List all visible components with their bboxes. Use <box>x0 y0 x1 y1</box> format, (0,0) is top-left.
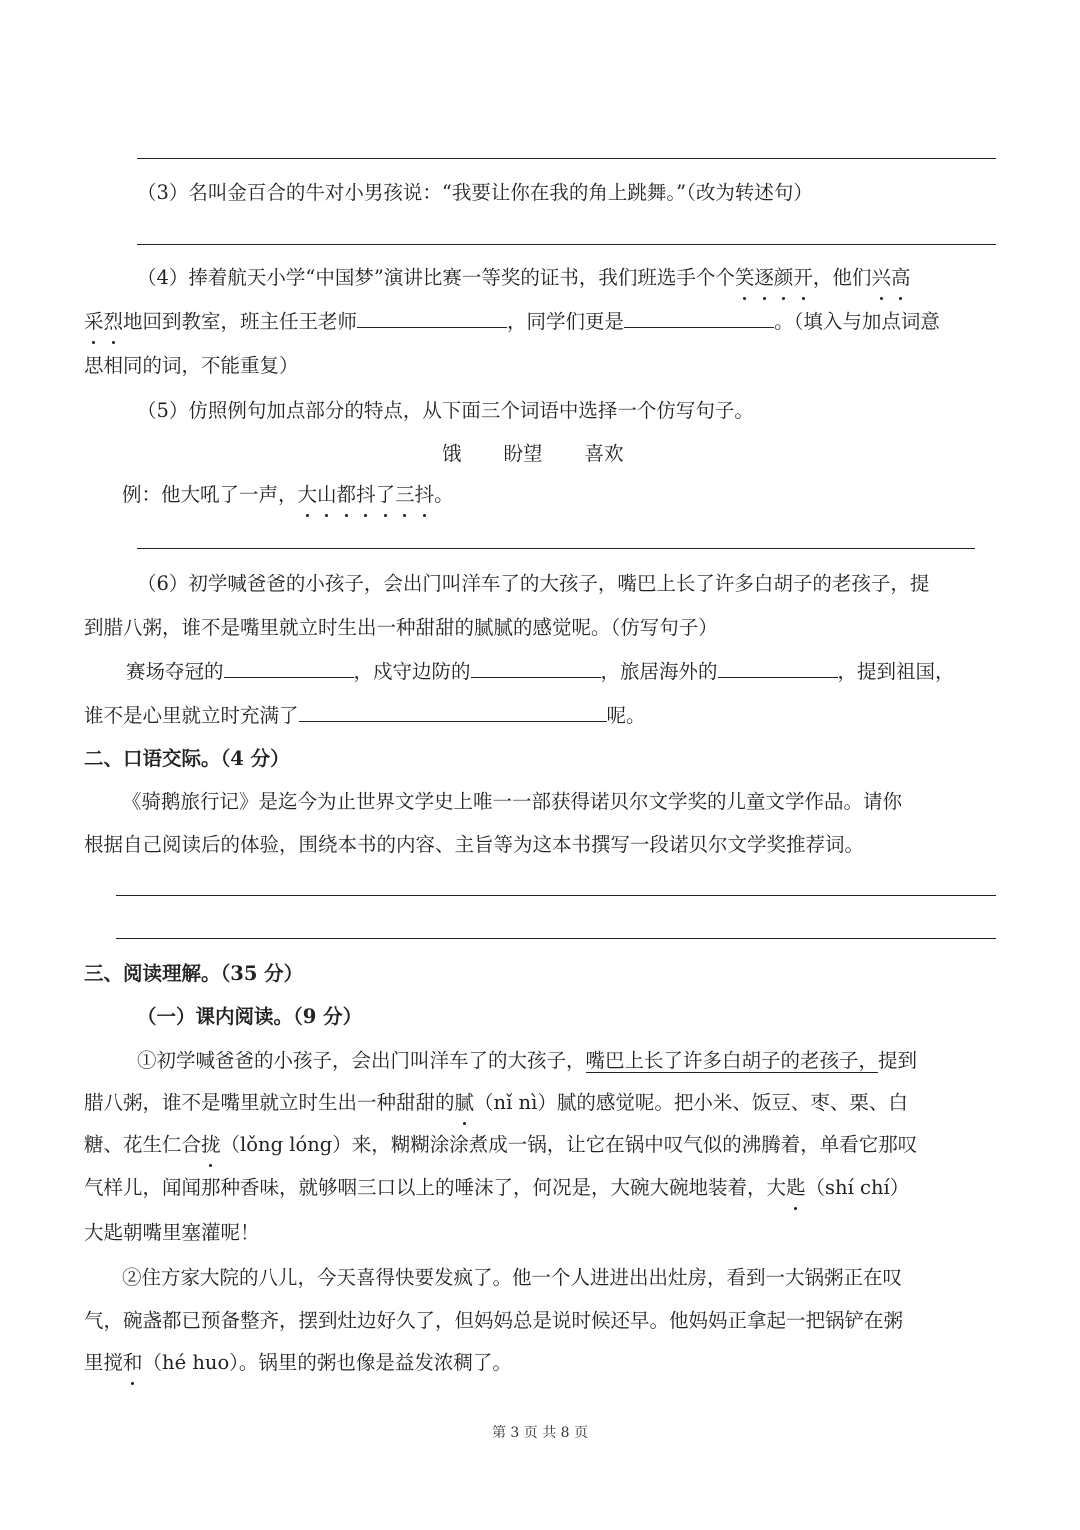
question-6-line-4: 谁不是心里就立时充满了 呢。 <box>84 704 646 727</box>
dotted-character: 颜 <box>774 263 794 293</box>
question-6-line-3: 赛场夺冠的 ，戍守边防的 ，旅居海外的 ，提到祖国， <box>126 660 955 683</box>
answer-line <box>116 938 996 939</box>
question-6-line-1: （6）初学喊爸爸的小孩子，会出门叫洋车了的大孩子，嘴巴上长了许多白胡子的老孩子，提 <box>137 572 930 595</box>
page-number: 第 3 页 共 8 页 <box>491 1425 589 1441</box>
dotted-character: 烈 <box>104 307 124 337</box>
question-5: （5）仿照例句加点部分的特点，从下面三个词语中选择一个仿写句子。 <box>137 399 754 422</box>
question-4-line-3: 思相同的词，不能重复） <box>84 354 299 377</box>
dotted-character: 三 <box>395 480 415 510</box>
dotted-character: 抖 <box>415 480 435 510</box>
dotted-character: 采 <box>84 307 104 337</box>
answer-line <box>137 244 996 245</box>
passage-2-line-2: 气，碗盏都已预备整齐，摆到灶边好久了，但妈妈总是说时候还早。他妈妈正拿起一把锅铲在粥 <box>84 1309 904 1332</box>
passage-1-line-4: 气样儿，闻闻那种香味，就够咽三口以上的唾沫了，何况是，大碗大碗地装着，大匙（shí chí） <box>84 1173 996 1203</box>
section-3-subheading: （一）课内阅读。（9 分） <box>137 1005 363 1028</box>
fill-blank[interactable] <box>718 659 838 678</box>
section-2-line-1: 《骑鹅旅行记》是迄今为止世界文学史上唯一一部获得诺贝尔文学奖的儿童文学作品。请你 <box>122 790 903 813</box>
answer-line <box>137 548 975 549</box>
example-sentence: 例：他大吼了一声，大山都抖了三抖。 <box>122 480 1034 510</box>
question-6-line-2: 到腊八粥，谁不是嘴里就立时生出一种甜甜的腻腻的感觉呢。（仿写句子） <box>84 616 718 639</box>
question-4-line-1: （4）捧着航天小学“中国梦”演讲比赛一等奖的证书，我们班选手个个笑逐颜开，他们兴高 <box>137 263 996 293</box>
dotted-character: 拢 <box>201 1130 221 1160</box>
fill-blank[interactable] <box>624 309 774 328</box>
dotted-character: 笑 <box>735 263 755 293</box>
dotted-character: 和 <box>123 1348 143 1378</box>
fill-blank[interactable] <box>224 659 354 678</box>
answer-line <box>116 895 996 896</box>
question-3-text: （3）名叫金百合的牛对小男孩说：“我要让你在我的角上跳舞。”（改为转述句） <box>137 181 813 204</box>
word-choice: 喜欢 <box>584 442 624 465</box>
word-choice: 饿 <box>442 442 462 465</box>
question-3 <box>137 178 1049 208</box>
dotted-character: 匙 <box>786 1173 806 1203</box>
dotted-character: 了 <box>376 480 396 510</box>
dotted-character: 大 <box>298 480 318 510</box>
dotted-character: 都 <box>337 480 357 510</box>
fill-blank[interactable] <box>357 309 507 328</box>
dotted-character: 逐 <box>754 263 774 293</box>
fill-blank[interactable] <box>471 659 601 678</box>
passage-1-line-2: 腊八粥，谁不是嘴里就立时生出一种甜甜的腻（nǐ nì）腻的感觉呢。把小米、饭豆、枣、栗、白 <box>84 1088 996 1118</box>
passage-1-line-5: 大匙朝嘴里塞灌呢！ <box>84 1221 260 1244</box>
dotted-example <box>298 483 435 506</box>
passage-2-line-1: ②住方家大院的八儿，今天喜得快要发疯了。他一个人进进出出灶房，看到一大锅粥正在叹 <box>122 1266 903 1289</box>
dotted-character: 抖 <box>356 480 376 510</box>
underlined-phrase: 嘴巴上长了许多白胡子的老孩子， <box>585 1049 879 1072</box>
dotted-word-2-cont <box>84 310 123 333</box>
word-choices <box>442 439 742 469</box>
page-footer <box>0 1422 1080 1442</box>
section-2-line-2: 根据自己阅读后的体验，围绕本书的内容、主旨等为这本书撰写一段诺贝尔文学奖推荐词。 <box>84 833 865 856</box>
dotted-character: 兴 <box>871 263 891 293</box>
section-3-heading: 三、阅读理解。（35 分） <box>84 962 304 985</box>
dotted-word-2 <box>871 266 910 289</box>
fill-blank[interactable] <box>299 703 607 722</box>
section-2-heading: 二、口语交际。（4 分） <box>84 747 290 770</box>
passage-2-line-3: 里搅和（hé huo）。锅里的粥也像是益发浓稠了。 <box>84 1348 996 1378</box>
dotted-character: 高 <box>891 263 911 293</box>
word-choice: 盼望 <box>503 442 543 465</box>
dotted-character: 腻 <box>455 1088 475 1118</box>
dotted-character: 开 <box>793 263 813 293</box>
passage-1-line-1: ①初学喊爸爸的小孩子，会出门叫洋车了的大孩子，嘴巴上长了许多白胡子的老孩子，提到 <box>137 1049 918 1072</box>
question-4-line-2: 采烈地回到教室，班主任王老师 ，同学们更是 。（填入与加点词意 <box>84 307 996 337</box>
dotted-word-1 <box>735 266 813 289</box>
answer-line <box>137 158 996 159</box>
passage-1-line-3: 糖、花生仁合拢（lǒng lóng）来，糊糊涂涂煮成一锅，让它在锅中叹气似的沸腾着，单看它那叹 <box>84 1130 996 1160</box>
dotted-character: 山 <box>317 480 337 510</box>
